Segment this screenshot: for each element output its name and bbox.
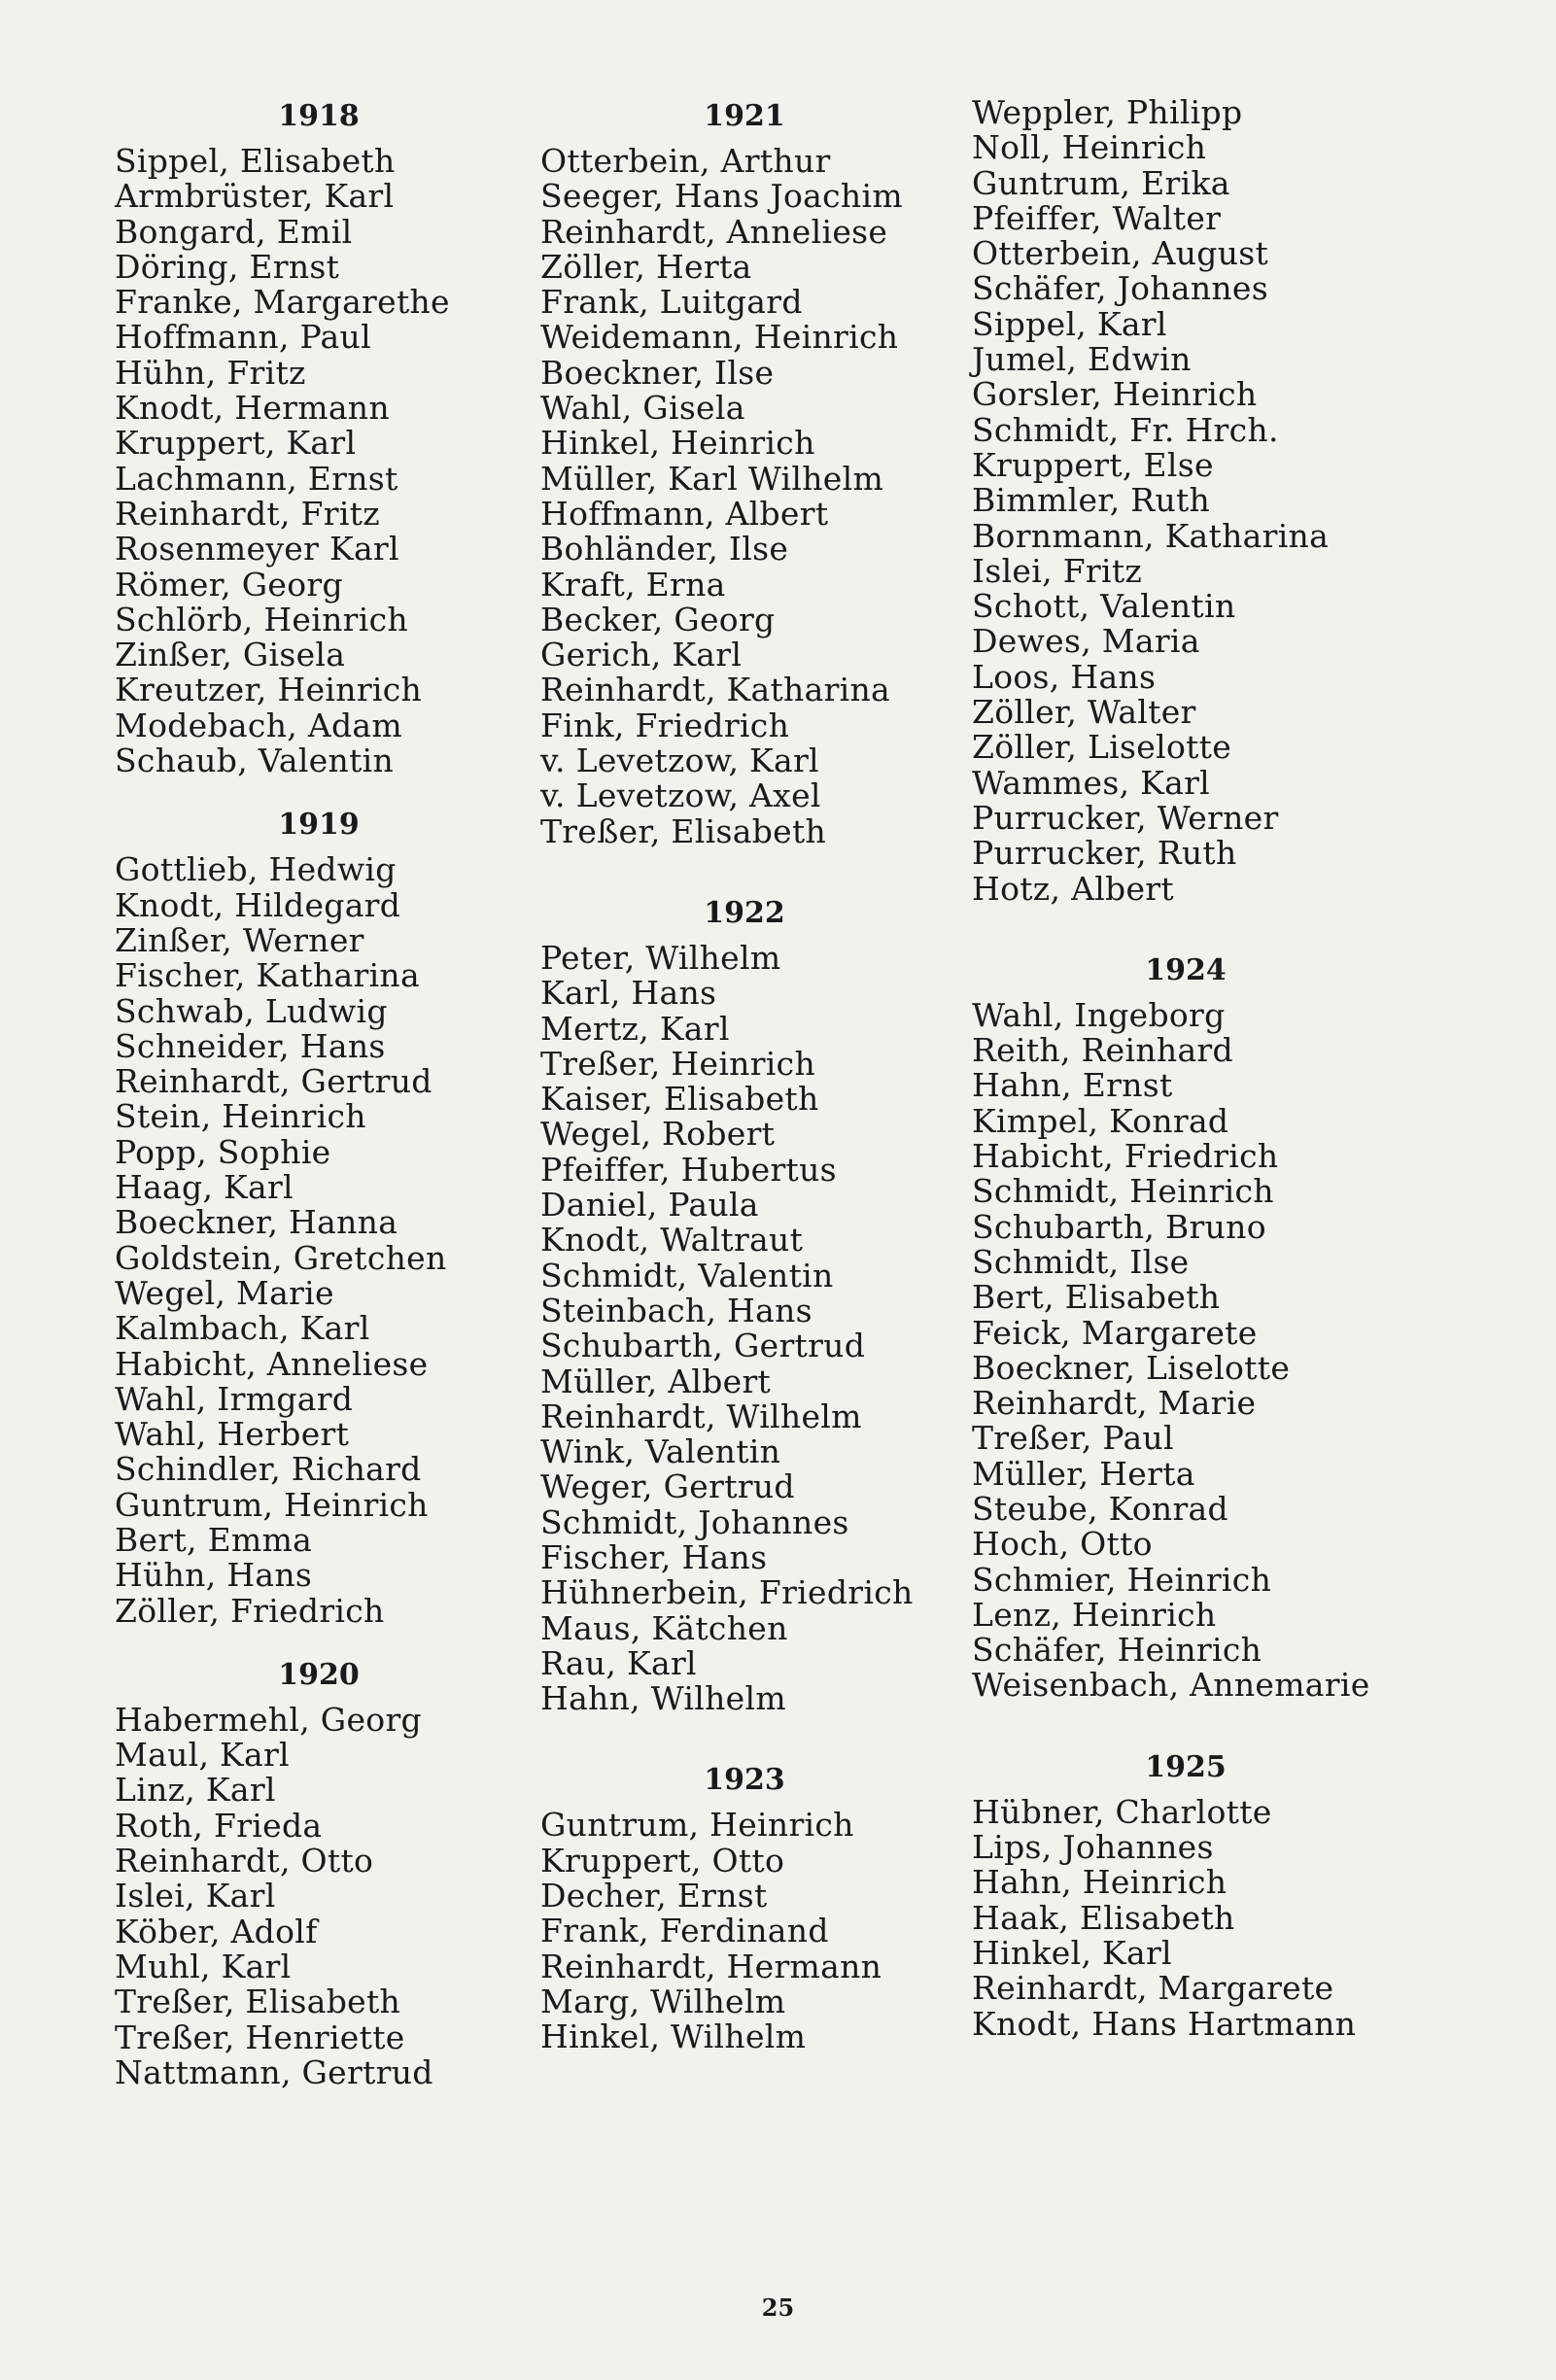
- name-entry: Zöller, Walter: [972, 693, 1196, 732]
- name-entry: Kraft, Erna: [540, 565, 726, 604]
- name-entry: Hübner, Charlotte: [972, 1792, 1272, 1831]
- name-entry: Boeckner, Liselotte: [972, 1348, 1291, 1387]
- name-entry: Jumel, Edwin: [972, 340, 1192, 379]
- name-entry: Schneider, Hans: [115, 1026, 386, 1065]
- name-entry: Hinkel, Wilhelm: [540, 2018, 807, 2056]
- name-entry: Daniel, Paula: [540, 1186, 759, 1224]
- name-entry: Schaub, Valentin: [115, 742, 395, 780]
- name-entry: Reinhardt, Katharina: [540, 671, 891, 709]
- name-entry: Döring, Ernst: [115, 247, 340, 286]
- name-entry: Köber, Adolf: [115, 1912, 318, 1950]
- year-heading: 1921: [704, 99, 785, 133]
- name-entry: Zöller, Friedrich: [115, 1591, 385, 1630]
- name-entry: Marg, Wilhelm: [540, 1982, 786, 2020]
- name-list: [972, 1792, 1400, 2043]
- name-entry: Reinhardt, Gertrud: [115, 1062, 432, 1101]
- name-entry: Feick, Margarete: [972, 1313, 1258, 1352]
- name-entry: Gerich, Karl: [540, 636, 743, 674]
- year-section: [972, 95, 1400, 907]
- name-entry: Gorsler, Heinrich: [972, 375, 1258, 414]
- name-entry: Sippel, Elisabeth: [115, 142, 396, 180]
- name-entry: Schwab, Ludwig: [115, 991, 388, 1030]
- name-entry: Steinbach, Hans: [540, 1291, 813, 1329]
- name-entry: Haag, Karl: [115, 1168, 294, 1207]
- name-entry: Kimpel, Konrad: [972, 1101, 1229, 1140]
- name-entry: Müller, Herta: [972, 1454, 1195, 1493]
- name-entry: Boeckner, Hanna: [115, 1203, 398, 1242]
- name-entry: Goldstein, Gretchen: [115, 1238, 447, 1277]
- name-entry: Knodt, Hermann: [115, 389, 390, 428]
- year-heading: 1920: [278, 1657, 360, 1692]
- name-entry: Bornmann, Katharina: [972, 516, 1330, 555]
- name-entry: Schmidt, Heinrich: [972, 1172, 1274, 1211]
- name-entry: Reinhardt, Fritz: [115, 494, 380, 533]
- name-entry: Kalmbach, Karl: [115, 1309, 370, 1348]
- column-1: [115, 95, 523, 2090]
- name-entry: Wegel, Marie: [115, 1273, 334, 1312]
- name-entry: Weppler, Philipp: [972, 93, 1243, 131]
- name-entry: Wahl, Ingeborg: [972, 995, 1226, 1034]
- name-entry: Schäfer, Johannes: [972, 269, 1268, 308]
- year-section: [972, 949, 1400, 1704]
- year-heading: 1919: [278, 808, 360, 843]
- name-list: [540, 144, 949, 849]
- name-entry: Popp, Sophie: [115, 1132, 331, 1171]
- name-entry: Nattmann, Gertrud: [115, 2052, 433, 2091]
- name-entry: Habicht, Friedrich: [972, 1137, 1279, 1176]
- name-list: [972, 995, 1400, 1705]
- name-entry: Kaiser, Elisabeth: [540, 1080, 819, 1119]
- column-3: [972, 95, 1400, 2042]
- name-entry: Hühn, Hans: [115, 1556, 313, 1595]
- name-entry: Hinkel, Heinrich: [540, 424, 815, 463]
- name-entry: Roth, Frieda: [115, 1806, 323, 1845]
- name-entry: Schmidt, Valentin: [540, 1256, 834, 1294]
- name-entry: Otterbein, August: [972, 234, 1269, 273]
- name-entry: Hinkel, Karl: [972, 1933, 1172, 1972]
- name-entry: Hoch, Otto: [972, 1525, 1153, 1564]
- name-list: [972, 95, 1400, 907]
- name-entry: Becker, Georg: [540, 600, 776, 638]
- name-list: [115, 852, 523, 1629]
- name-list: [540, 938, 949, 1718]
- year-heading: 1923: [704, 1763, 785, 1798]
- name-entry: Schmier, Heinrich: [972, 1560, 1272, 1599]
- name-entry: Wink, Valentin: [540, 1432, 781, 1471]
- name-entry: Islei, Karl: [115, 1877, 276, 1915]
- year-heading: 1918: [278, 99, 360, 133]
- name-entry: Maus, Kätchen: [540, 1608, 788, 1647]
- name-entry: Reinhardt, Margarete: [972, 1969, 1334, 2008]
- name-entry: Knodt, Hans Hartmann: [972, 2004, 1357, 2043]
- name-entry: Zöller, Herta: [540, 247, 752, 286]
- name-list: [115, 144, 523, 778]
- name-entry: Schmidt, Fr. Hrch.: [972, 410, 1279, 449]
- name-entry: Fink, Friedrich: [540, 706, 790, 744]
- name-entry: Müller, Karl Wilhelm: [540, 459, 884, 498]
- name-entry: Franke, Margarethe: [115, 283, 450, 322]
- name-entry: Frank, Ferdinand: [540, 1912, 829, 1950]
- year-section: [540, 892, 949, 1717]
- name-entry: Treßer, Elisabeth: [540, 811, 827, 850]
- name-entry: Dewes, Maria: [972, 622, 1200, 661]
- name-entry: Schott, Valentin: [972, 587, 1236, 626]
- name-entry: Habermehl, Georg: [115, 1700, 422, 1739]
- year-section: [540, 95, 949, 849]
- name-entry: Hühn, Fritz: [115, 353, 306, 392]
- name-entry: Noll, Heinrich: [972, 128, 1207, 167]
- name-list: [115, 1700, 523, 2091]
- name-entry: Müller, Albert: [540, 1362, 772, 1400]
- year-heading: 1924: [1145, 952, 1227, 987]
- name-entry: Decher, Ernst: [540, 1877, 768, 1915]
- name-entry: Armbrüster, Karl: [115, 177, 395, 216]
- name-entry: Frank, Luitgard: [540, 283, 803, 322]
- name-entry: Maul, Karl: [115, 1736, 290, 1775]
- name-entry: Hoffmann, Albert: [540, 494, 829, 533]
- name-entry: Guntrum, Heinrich: [540, 1806, 854, 1845]
- name-entry: Reinhardt, Otto: [115, 1842, 374, 1880]
- name-entry: Stein, Heinrich: [115, 1097, 366, 1136]
- name-entry: Gottlieb, Hedwig: [115, 850, 397, 889]
- name-entry: Bongard, Emil: [115, 212, 353, 251]
- name-entry: Schlörb, Heinrich: [115, 600, 408, 638]
- name-entry: Hahn, Heinrich: [972, 1863, 1228, 1902]
- name-entry: Karl, Hans: [540, 974, 717, 1013]
- name-entry: Rosenmeyer Karl: [115, 530, 399, 569]
- year-section: [972, 1746, 1400, 2042]
- name-entry: Treßer, Heinrich: [540, 1044, 815, 1083]
- name-entry: Boeckner, Ilse: [540, 353, 775, 392]
- name-entry: Bert, Emma: [115, 1520, 313, 1559]
- name-entry: Bert, Elisabeth: [972, 1278, 1221, 1317]
- name-entry: Reinhardt, Marie: [972, 1384, 1257, 1423]
- name-entry: Zinßer, Gisela: [115, 636, 346, 674]
- year-section: [115, 1654, 523, 2090]
- name-entry: Modebach, Adam: [115, 706, 402, 744]
- name-entry: Kruppert, Else: [972, 445, 1214, 484]
- name-entry: Wegel, Robert: [540, 1115, 776, 1154]
- name-entry: Kreutzer, Heinrich: [115, 671, 423, 709]
- year-section: [540, 1759, 949, 2054]
- name-entry: Weidemann, Heinrich: [540, 318, 899, 357]
- name-entry: Sippel, Karl: [972, 304, 1167, 343]
- name-entry: Peter, Wilhelm: [540, 938, 781, 977]
- name-entry: Hahn, Wilhelm: [540, 1679, 786, 1718]
- name-entry: Rau, Karl: [540, 1643, 697, 1682]
- name-entry: Pfeiffer, Walter: [972, 198, 1222, 237]
- name-entry: Reinhardt, Anneliese: [540, 212, 888, 251]
- name-list: [540, 1808, 949, 2054]
- column-2: [540, 95, 949, 2055]
- page-number: 25: [761, 2294, 795, 2322]
- name-entry: Guntrum, Heinrich: [115, 1485, 429, 1524]
- name-entry: Purrucker, Werner: [972, 798, 1279, 837]
- name-entry: Wahl, Herbert: [115, 1415, 350, 1454]
- name-entry: Römer, Georg: [115, 565, 343, 604]
- name-entry: Schindler, Richard: [115, 1450, 422, 1489]
- name-entry: Weisenbach, Annemarie: [972, 1666, 1370, 1705]
- name-entry: Treßer, Paul: [972, 1419, 1174, 1458]
- name-entry: Guntrum, Erika: [972, 163, 1230, 202]
- name-entry: Loos, Hans: [972, 657, 1157, 696]
- name-entry: Schmidt, Johannes: [540, 1502, 849, 1541]
- name-entry: Kruppert, Karl: [115, 424, 357, 463]
- name-entry: Hühnerbein, Friedrich: [540, 1573, 914, 1612]
- name-entry: Hahn, Ernst: [972, 1066, 1173, 1105]
- name-entry: Otterbein, Arthur: [540, 142, 831, 180]
- name-entry: Treßer, Henriette: [115, 2018, 405, 2056]
- year-section: [115, 95, 523, 778]
- name-entry: v. Levetzow, Karl: [540, 742, 819, 780]
- name-entry: Weger, Gertrud: [540, 1467, 795, 1506]
- name-entry: Muhl, Karl: [115, 1947, 292, 1985]
- name-entry: Steube, Konrad: [972, 1489, 1228, 1528]
- year-heading: 1925: [1145, 1749, 1227, 1784]
- name-entry: Linz, Karl: [115, 1771, 276, 1810]
- name-entry: Treßer, Elisabeth: [115, 1983, 401, 2021]
- name-entry: Bohländer, Ilse: [540, 530, 789, 569]
- name-entry: Haak, Elisabeth: [972, 1898, 1235, 1937]
- name-entry: Seeger, Hans Joachim: [540, 177, 903, 216]
- name-entry: Fischer, Katharina: [115, 956, 420, 995]
- name-entry: Mertz, Karl: [540, 1009, 730, 1048]
- name-entry: Reith, Reinhard: [972, 1031, 1233, 1070]
- name-entry: Wahl, Gisela: [540, 389, 745, 428]
- year-section: [115, 804, 523, 1629]
- name-entry: Wammes, Karl: [972, 763, 1211, 802]
- name-entry: Hotz, Albert: [972, 869, 1174, 908]
- name-entry: Lachmann, Ernst: [115, 459, 398, 498]
- name-entry: Knodt, Waltraut: [540, 1221, 804, 1259]
- name-entry: Schubarth, Bruno: [972, 1207, 1266, 1246]
- name-entry: Kruppert, Otto: [540, 1841, 785, 1880]
- name-entry: Zinßer, Werner: [115, 920, 364, 959]
- name-entry: Lenz, Heinrich: [972, 1595, 1217, 1634]
- name-entry: Habicht, Anneliese: [115, 1344, 429, 1383]
- name-entry: Reinhardt, Wilhelm: [540, 1397, 862, 1435]
- name-entry: Fischer, Hans: [540, 1537, 768, 1576]
- name-entry: Hoffmann, Paul: [115, 318, 371, 357]
- name-entry: Schubarth, Gertrud: [540, 1327, 866, 1365]
- name-entry: Schäfer, Heinrich: [972, 1631, 1262, 1670]
- name-entry: Purrucker, Ruth: [972, 834, 1237, 873]
- name-entry: Wahl, Irmgard: [115, 1379, 354, 1418]
- name-entry: Lips, Johannes: [972, 1828, 1214, 1867]
- name-entry: Zöller, Liselotte: [972, 728, 1232, 767]
- name-entry: Knodt, Hildegard: [115, 885, 401, 924]
- name-entry: Bimmler, Ruth: [972, 481, 1211, 520]
- name-entry: Schmidt, Ilse: [972, 1242, 1190, 1281]
- name-entry: Pfeiffer, Hubertus: [540, 1150, 837, 1189]
- name-entry: Reinhardt, Hermann: [540, 1947, 882, 1985]
- name-entry: v. Levetzow, Axel: [540, 776, 821, 815]
- year-heading: 1922: [704, 895, 785, 930]
- name-entry: Islei, Fritz: [972, 551, 1143, 590]
